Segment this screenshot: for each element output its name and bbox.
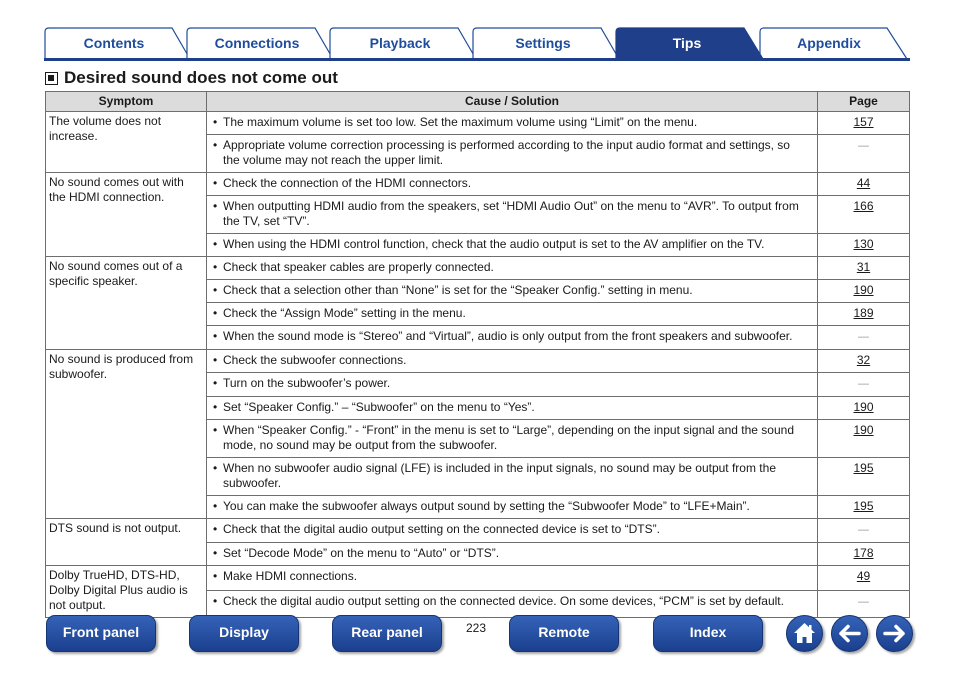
- bullet-icon: •: [213, 400, 218, 414]
- bullet-icon: •: [213, 260, 218, 274]
- cause-text: Set “Speaker Config.” – “Subwoofer” on the menu to “Yes”.: [223, 400, 535, 414]
- tab-appendix[interactable]: Appendix: [797, 35, 861, 51]
- page-link[interactable]: 157: [853, 115, 874, 129]
- bullet-icon: •: [213, 138, 218, 152]
- cause-cell: [207, 591, 818, 618]
- page-link[interactable]: 195: [853, 499, 874, 513]
- table-row: [46, 173, 910, 196]
- bullet-icon: •: [213, 329, 218, 343]
- cause-cell: [207, 112, 818, 135]
- page-number: 223: [466, 621, 487, 635]
- cause-text: The maximum volume is set too low. Set the maximum volume using “Limit” on the menu.: [223, 115, 698, 129]
- symptom-cell: No sound comes out of a specific speaker.: [46, 257, 207, 350]
- page-cell: [818, 280, 910, 303]
- cause-cell: [207, 135, 818, 173]
- cause-cell: [207, 496, 818, 519]
- table-row: [46, 257, 910, 280]
- bullet-icon: •: [213, 461, 218, 475]
- page-link[interactable]: 190: [853, 400, 874, 414]
- troubleshooting-table: [45, 91, 910, 618]
- cause-cell: [207, 458, 818, 496]
- table-header-row: [46, 92, 910, 112]
- symptom-cell: Dolby TrueHD, DTS-HD, Dolby Digital Plus audio is not output.: [46, 566, 207, 618]
- tab-contents[interactable]: Contents: [83, 35, 145, 51]
- bullet-icon: •: [213, 594, 218, 609]
- tab-playback[interactable]: Playback: [369, 35, 431, 51]
- page-cell: [818, 397, 910, 420]
- page-cell: [818, 350, 910, 373]
- tab-connections[interactable]: Connections: [214, 35, 300, 51]
- cause-text: Check that a selection other than “None” is set for the “Speaker Config.” setting in menu.: [223, 283, 693, 297]
- page-cell: [818, 173, 910, 196]
- page-cell: [818, 135, 910, 173]
- bullet-icon: •: [213, 115, 218, 129]
- square-bullet-icon: [45, 72, 58, 85]
- cause-text: When “Speaker Config.” - “Front” in the menu is set to “Large”, depending on the input signal and the sound mode, no sound may be output from the subwoofer.: [223, 423, 794, 452]
- page-link[interactable]: 31: [856, 260, 871, 274]
- page-cell: [818, 112, 910, 135]
- cause-text: When no subwoofer audio signal (LFE) is included in the input signals, no sound may be output from the subwoofer.: [223, 461, 776, 490]
- page-cell: [818, 496, 910, 519]
- page-link[interactable]: 190: [853, 423, 874, 437]
- display-button[interactable]: Display: [189, 615, 299, 652]
- bullet-icon: •: [213, 522, 218, 536]
- page-cell: [818, 543, 910, 566]
- cause-cell: [207, 543, 818, 566]
- section-heading: [45, 68, 338, 88]
- cause-text: Check the subwoofer connections.: [223, 353, 407, 367]
- cause-text: Appropriate volume correction processing is performed according to the input audio format and settings, so the volume may not reach the upper limit.: [223, 138, 790, 167]
- cause-cell: [207, 350, 818, 373]
- arrow-right-icon: [877, 616, 912, 651]
- cause-cell: [207, 519, 818, 543]
- page-cell: [818, 303, 910, 326]
- cause-cell: [207, 280, 818, 303]
- page-none: —: [858, 596, 869, 609]
- remote-button[interactable]: Remote: [509, 615, 619, 652]
- page-link[interactable]: 189: [853, 306, 874, 320]
- bullet-icon: •: [213, 306, 218, 320]
- cause-text: Make HDMI connections.: [223, 569, 358, 583]
- back-button[interactable]: [831, 615, 868, 652]
- cause-cell: [207, 234, 818, 257]
- table-row: [46, 519, 910, 543]
- page-link[interactable]: 130: [853, 237, 874, 251]
- cause-text: You can make the subwoofer always output sound by setting the “Subwoofer Mode” to “LFE+Main”.: [223, 499, 750, 513]
- symptom-cell: DTS sound is not output.: [46, 519, 207, 566]
- home-button[interactable]: [786, 615, 823, 652]
- page-cell: [818, 196, 910, 234]
- rear-panel-button[interactable]: Rear panel: [332, 615, 442, 652]
- home-icon: [787, 616, 822, 651]
- page-link[interactable]: 190: [853, 283, 874, 297]
- table-row: [46, 566, 910, 591]
- page-cell: [818, 566, 910, 591]
- cause-cell: [207, 326, 818, 350]
- page-cell: [818, 234, 910, 257]
- index-button[interactable]: Index: [653, 615, 763, 652]
- cause-cell: [207, 303, 818, 326]
- bullet-icon: •: [213, 199, 218, 213]
- cause-text: When the sound mode is “Stereo” and “Virtual”, audio is only output from the front speakers and subwoofer.: [223, 329, 793, 343]
- page-cell: [818, 326, 910, 350]
- cause-text: Check the digital audio output setting on the connected device. On some devices, “PCM” is set by default.: [223, 594, 784, 609]
- bullet-icon: •: [213, 176, 218, 190]
- page-cell: [818, 420, 910, 458]
- page-cell: [818, 458, 910, 496]
- bullet-icon: •: [213, 283, 218, 297]
- cause-text: Check the “Assign Mode” setting in the menu.: [223, 306, 466, 320]
- cause-text: Check that speaker cables are properly connected.: [223, 260, 494, 274]
- page-link[interactable]: 195: [853, 461, 874, 475]
- cause-text: Check the connection of the HDMI connectors.: [223, 176, 472, 190]
- symptom-cell: No sound comes out with the HDMI connection.: [46, 173, 207, 257]
- cause-cell: [207, 196, 818, 234]
- page-link[interactable]: 32: [856, 353, 871, 367]
- table-row: [46, 112, 910, 135]
- arrow-left-icon: [832, 616, 867, 651]
- front-panel-button[interactable]: Front panel: [46, 615, 156, 652]
- page-cell: [818, 591, 910, 618]
- symptom-cell: The volume does not increase.: [46, 112, 207, 173]
- cause-cell: [207, 420, 818, 458]
- tab-bar: [44, 27, 910, 61]
- section-title: Desired sound does not come out: [64, 68, 338, 87]
- page-link[interactable]: 44: [856, 176, 871, 190]
- page-none: —: [858, 331, 869, 343]
- bullet-icon: •: [213, 546, 218, 560]
- page-none: —: [858, 140, 869, 152]
- cause-text: Set “Decode Mode” on the menu to “Auto” or “DTS”.: [223, 546, 500, 560]
- bullet-icon: •: [213, 237, 218, 251]
- table-body: [46, 112, 910, 618]
- page-cell: [818, 373, 910, 397]
- cause-cell: [207, 397, 818, 420]
- cause-text: Check that the digital audio output setting on the connected device is set to “DTS”.: [223, 522, 660, 536]
- bullet-icon: •: [213, 569, 218, 583]
- tab-settings[interactable]: Settings: [515, 35, 571, 51]
- cause-cell: [207, 373, 818, 397]
- cause-cell: [207, 257, 818, 280]
- cause-text: Turn on the subwoofer’s power.: [223, 376, 391, 390]
- page-cell: [818, 519, 910, 543]
- tab-tips[interactable]: Tips: [672, 35, 702, 51]
- table-row: [46, 350, 910, 373]
- bullet-icon: •: [213, 376, 218, 390]
- forward-button[interactable]: [876, 615, 913, 652]
- cause-cell: [207, 173, 818, 196]
- bullet-icon: •: [213, 499, 218, 513]
- page-header: Page: [818, 92, 910, 112]
- page-none: —: [858, 524, 869, 536]
- page-none: —: [858, 378, 869, 390]
- cause-header: Cause / Solution: [207, 92, 818, 112]
- page-link[interactable]: 49: [856, 569, 871, 583]
- cause-cell: [207, 566, 818, 591]
- page-cell: [818, 257, 910, 280]
- symptom-cell: No sound is produced from subwoofer.: [46, 350, 207, 519]
- bullet-icon: •: [213, 353, 218, 367]
- page-link[interactable]: 178: [853, 546, 874, 560]
- bullet-icon: •: [213, 423, 218, 437]
- page-link[interactable]: 166: [853, 199, 874, 213]
- cause-text: When outputting HDMI audio from the speakers, set “HDMI Audio Out” on the menu to “AVR”. To output from the TV, set “TV”.: [223, 199, 799, 228]
- symptom-header: Symptom: [46, 92, 207, 112]
- cause-text: When using the HDMI control function, check that the audio output is set to the AV amplifier on the TV.: [223, 237, 765, 251]
